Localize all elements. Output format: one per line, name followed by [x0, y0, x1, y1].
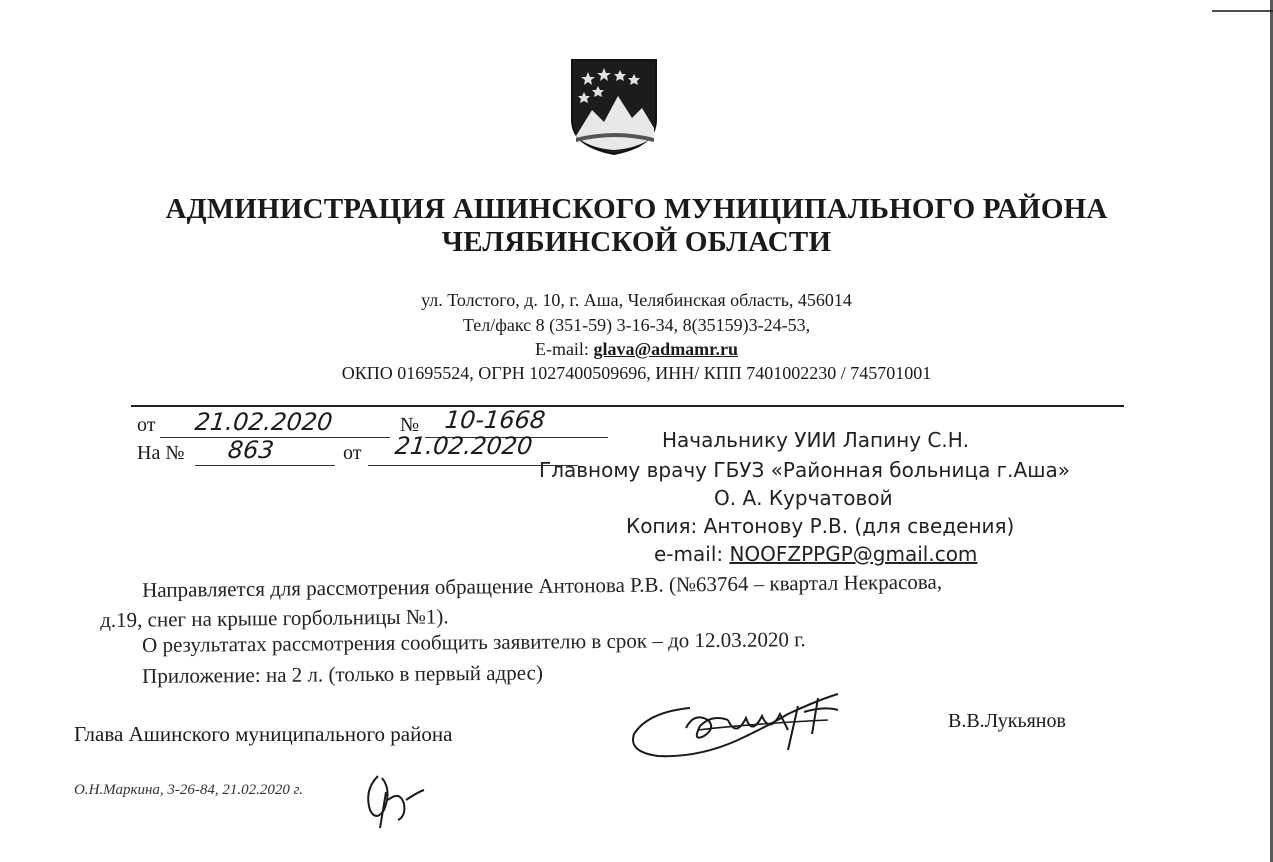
scan-edge-top — [1212, 10, 1273, 12]
org-title-line1: АДМИНИСТРАЦИЯ АШИНСКОГО МУНИЦИПАЛЬНОГО РАЙОНА — [165, 193, 1108, 225]
from-label: от — [137, 414, 156, 436]
handwritten-signature — [628, 690, 858, 770]
org-address: ул. Толстого, д. 10, г. Аша, Челябинская область, 456014 — [421, 290, 852, 310]
org-title-line2: ЧЕЛЯБИНСКОЙ ОБЛАСТИ — [441, 226, 832, 258]
executor-initials — [360, 770, 432, 832]
body-para1-line1: Направляется для рассмотрения обращение Антонова Р.В. (№63764 – квартал Некрасова, — [142, 569, 943, 602]
recipient-email-line — [654, 542, 977, 566]
recipient-copy: Копия: Антонову Р.В. (для сведения) — [626, 514, 1015, 538]
recipient-1: Начальнику УИИ Лапину С.Н. — [662, 428, 970, 452]
ref-number-line — [195, 465, 335, 466]
ref-number-label: На № — [137, 442, 185, 464]
org-codes: ОКПО 01695524, ОГРН 1027400509696, ИНН/ КПП 7401002230 / 745701001 — [341, 363, 932, 383]
body-para3: Приложение: на 2 л. (только в первый адрес) — [142, 660, 543, 688]
ref-number-value: 863 — [226, 436, 276, 464]
recipient-2: Главному врачу ГБУЗ «Районная больница г.Аша» — [539, 458, 1071, 482]
recipient-email-link[interactable]: NOOFZPPGP@gmail.com — [729, 542, 978, 566]
body-para1-line2: д.19, снег на крыше горбольницы №1). — [100, 604, 449, 632]
from-date-value: 21.02.2020 — [193, 408, 334, 436]
org-email-line — [0, 339, 1273, 360]
recipient-email-label: e-mail: — [654, 542, 730, 566]
org-email-label: E-mail: — [534, 339, 594, 359]
number-label: № — [400, 414, 420, 436]
header-divider — [131, 405, 1124, 407]
coat-of-arms-icon — [570, 58, 658, 156]
body-para2: О результатах рассмотрения сообщить заявителю в срок – до 12.03.2020 г. — [142, 627, 806, 657]
ref-from-label: от — [343, 442, 362, 464]
signatory-title: Глава Ашинского муниципального района — [74, 722, 453, 746]
signatory-name: В.В.Лукьянов — [948, 710, 1066, 732]
executor-note: О.Н.Маркина, 3-26-84, 21.02.2020 г. — [74, 782, 304, 798]
recipient-3: О. А. Курчатовой — [714, 486, 893, 510]
org-email-link[interactable]: glava@admamr.ru — [593, 339, 739, 359]
org-phone: Тел/факс 8 (351-59) 3-16-34, 8(35159)3-24-53, — [462, 315, 811, 335]
number-value: 10-1668 — [443, 406, 547, 434]
ref-date-value: 21.02.2020 — [393, 432, 534, 460]
